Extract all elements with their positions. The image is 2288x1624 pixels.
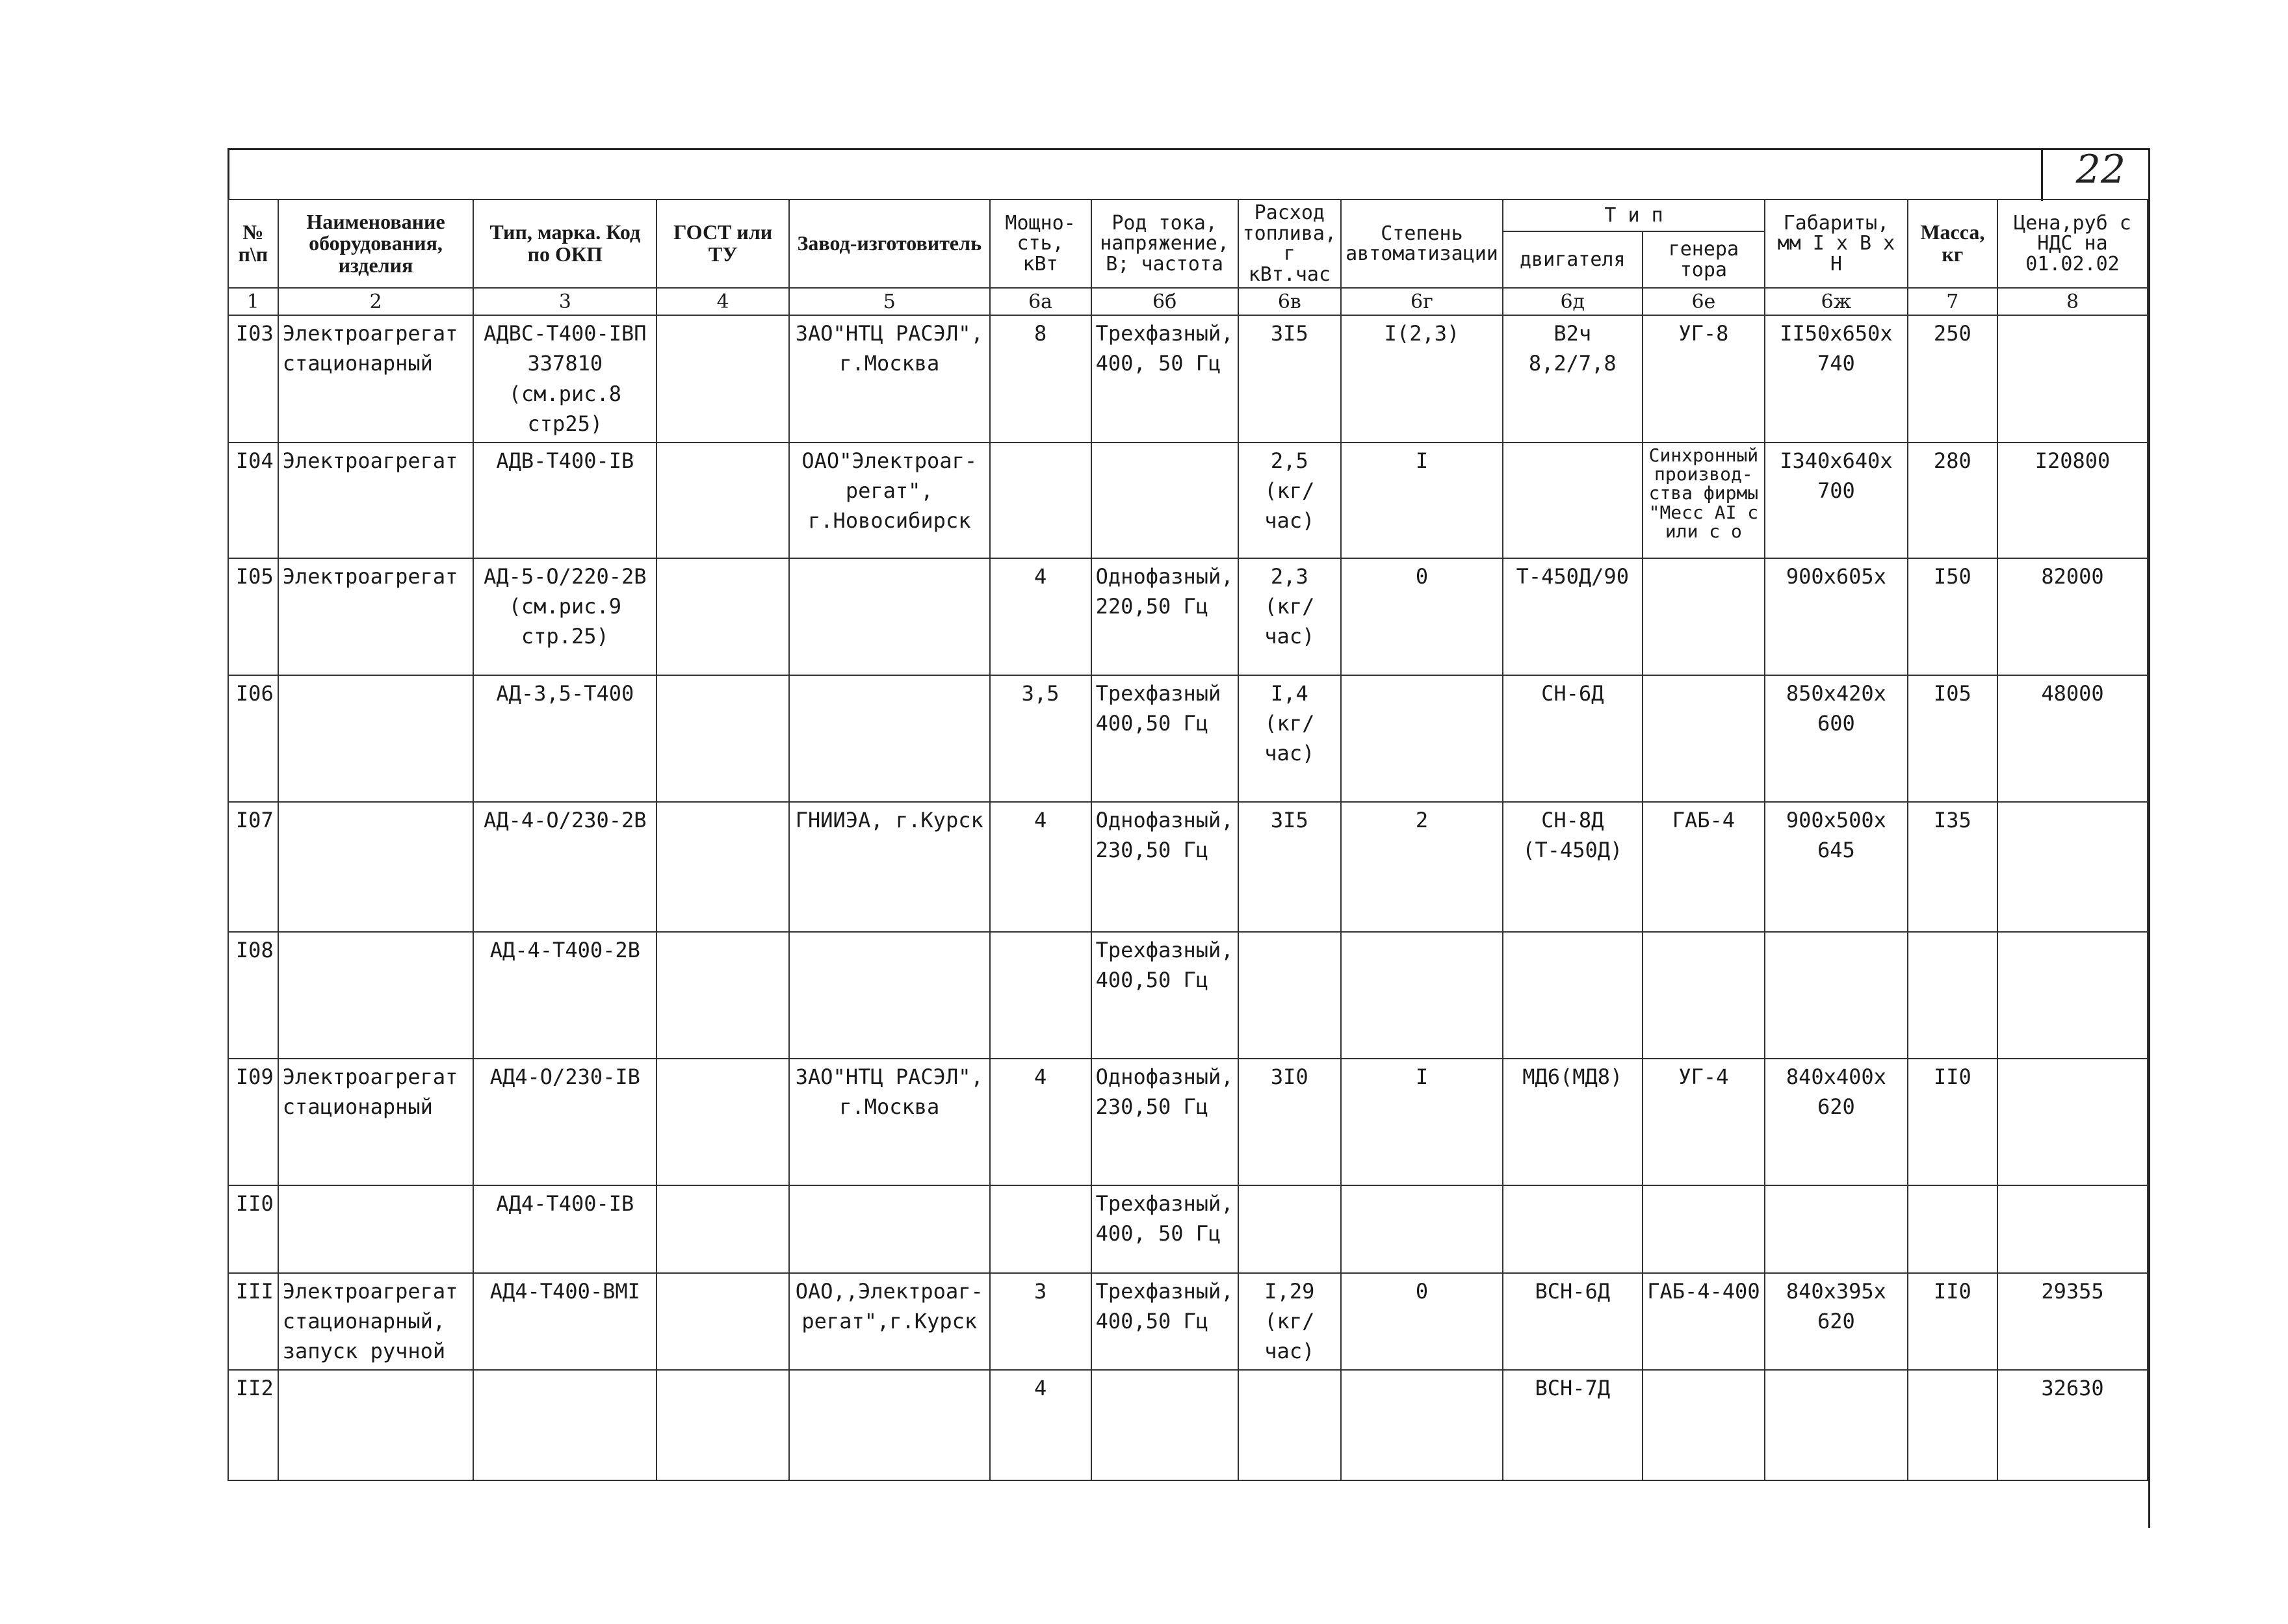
table-row <box>228 558 2148 675</box>
fuel-consumption: 3I5 <box>1238 802 1342 932</box>
header-type-group: Т и п <box>1503 200 1765 231</box>
dimensions: 900x605x <box>1765 558 1908 675</box>
power-kw <box>990 932 1091 1059</box>
manufacturer: ОАО,,Электроаг-регат",г.Курск <box>789 1273 990 1370</box>
power-kw: 8 <box>990 315 1091 443</box>
mass-kg: II0 <box>1908 1059 1997 1185</box>
fuel-consumption: I,4 (кг/час) <box>1238 675 1342 802</box>
manufacturer: ЗАО"НТЦ РАСЭЛ", г.Москва <box>789 315 990 443</box>
automation-level <box>1341 1185 1503 1273</box>
row-number: III <box>228 1273 278 1370</box>
automation-level <box>1341 1370 1503 1480</box>
type-mark: АД4-Т400-ВМI <box>473 1273 656 1370</box>
current-voltage: Трехфазный, 400,50 Гц <box>1091 932 1238 1059</box>
engine-type: Т-450Д/90 <box>1503 558 1643 675</box>
row-number: I07 <box>228 802 278 932</box>
equipment-name: Электроагрегат <box>278 558 474 675</box>
price-rub <box>1997 802 2148 932</box>
type-mark <box>473 1370 656 1480</box>
fuel-consumption <box>1238 1185 1342 1273</box>
table-row <box>228 1370 2148 1480</box>
column-number: 4 <box>656 288 789 315</box>
price-rub <box>1997 1185 2148 1273</box>
header-generator: генера тора <box>1643 231 1765 288</box>
engine-type: ВСН-6Д <box>1503 1273 1643 1370</box>
row-number: II0 <box>228 1185 278 1273</box>
column-number: 6г <box>1341 288 1503 315</box>
generator-type <box>1643 675 1765 802</box>
current-voltage: Трехфазный, 400,50 Гц <box>1091 1273 1238 1370</box>
type-mark: АД-4-Т400-2В <box>473 932 656 1059</box>
mass-kg <box>1908 1370 1997 1480</box>
current-voltage: Трехфазный, 400, 50 Гц <box>1091 315 1238 443</box>
gost-cell <box>656 443 789 558</box>
document-sheet <box>228 148 2150 1528</box>
header-mass: Масса, кг <box>1908 200 1997 288</box>
engine-type <box>1503 932 1643 1059</box>
equipment-name <box>278 932 474 1059</box>
engine-type: СН-8Д (Т-450Д) <box>1503 802 1643 932</box>
power-kw: 4 <box>990 558 1091 675</box>
current-voltage: Однофазный, 230,50 Гц <box>1091 802 1238 932</box>
power-kw <box>990 1185 1091 1273</box>
header-power: Мощно-сть, кВт <box>990 200 1091 288</box>
page-number-box <box>2041 150 2043 201</box>
dimensions: 840x400x 620 <box>1765 1059 1908 1185</box>
automation-level: 0 <box>1341 1273 1503 1370</box>
dimensions <box>1765 932 1908 1059</box>
price-rub: 32630 <box>1997 1370 2148 1480</box>
current-voltage: Трехфазный 400,50 Гц <box>1091 675 1238 802</box>
price-rub <box>1997 932 2148 1059</box>
generator-type <box>1643 1370 1765 1480</box>
engine-type: СН-6Д <box>1503 675 1643 802</box>
gost-cell <box>656 315 789 443</box>
gost-cell <box>656 1059 789 1185</box>
column-number: 6д <box>1503 288 1643 315</box>
manufacturer: ЗАО"НТЦ РАСЭЛ", г.Москва <box>789 1059 990 1185</box>
type-mark: АД4-О/230-IВ <box>473 1059 656 1185</box>
table-row <box>228 932 2148 1059</box>
column-number: 3 <box>473 288 656 315</box>
header-num: № п\п <box>228 200 278 288</box>
equipment-name <box>278 1370 474 1480</box>
mass-kg: 280 <box>1908 443 1997 558</box>
current-voltage: Однофазный, 230,50 Гц <box>1091 1059 1238 1185</box>
header-dimensions: Габариты, мм I x B x H <box>1765 200 1908 288</box>
type-mark: АДВ-Т400-IВ <box>473 443 656 558</box>
mass-kg <box>1908 932 1997 1059</box>
generator-type: Синхронный производ-ства фирмы "Месс AI с или с о <box>1643 443 1765 558</box>
generator-type <box>1643 558 1765 675</box>
fuel-consumption: 2,5 (кг/час) <box>1238 443 1342 558</box>
row-number: I06 <box>228 675 278 802</box>
automation-level <box>1341 675 1503 802</box>
table-row <box>228 675 2148 802</box>
automation-level: 2 <box>1341 802 1503 932</box>
equipment-name: Электроагрегат стационарный <box>278 315 474 443</box>
equipment-name: Электроагрегат стационарный, запуск ручной <box>278 1273 474 1370</box>
current-voltage <box>1091 443 1238 558</box>
equipment-name: Электроагрегат <box>278 443 474 558</box>
power-kw: 3 <box>990 1273 1091 1370</box>
row-number: I05 <box>228 558 278 675</box>
header-type: Тип, марка. Код по ОКП <box>473 200 656 288</box>
row-number: I04 <box>228 443 278 558</box>
dimensions: 850x420x 600 <box>1765 675 1908 802</box>
header-name: Наименование оборудования, изделия <box>278 200 474 288</box>
power-kw: 4 <box>990 802 1091 932</box>
engine-type <box>1503 1185 1643 1273</box>
price-rub: 48000 <box>1997 675 2148 802</box>
manufacturer <box>789 558 990 675</box>
manufacturer <box>789 675 990 802</box>
column-number: 6ж <box>1765 288 1908 315</box>
power-kw: 4 <box>990 1059 1091 1185</box>
table-row <box>228 443 2148 558</box>
power-kw <box>990 443 1091 558</box>
dimensions: II50x650x 740 <box>1765 315 1908 443</box>
mass-kg: II0 <box>1908 1273 1997 1370</box>
mass-kg <box>1908 1185 1997 1273</box>
type-mark: АД-4-О/230-2В <box>473 802 656 932</box>
equipment-name <box>278 675 474 802</box>
dimensions <box>1765 1185 1908 1273</box>
fuel-consumption <box>1238 1370 1342 1480</box>
column-number: 6е <box>1643 288 1765 315</box>
fuel-consumption: 3I0 <box>1238 1059 1342 1185</box>
header-engine: двигателя <box>1503 231 1643 288</box>
automation-level <box>1341 932 1503 1059</box>
equipment-name <box>278 1185 474 1273</box>
current-voltage <box>1091 1370 1238 1480</box>
dimensions <box>1765 1370 1908 1480</box>
mass-kg: I50 <box>1908 558 1997 675</box>
fuel-consumption: 3I5 <box>1238 315 1342 443</box>
price-rub: 82000 <box>1997 558 2148 675</box>
type-mark: АД-5-О/220-2В (см.рис.9 стр.25) <box>473 558 656 675</box>
header-maker: Завод-изготовитель <box>789 200 990 288</box>
engine-type: В2ч 8,2/7,8 <box>1503 315 1643 443</box>
column-number: 6б <box>1091 288 1238 315</box>
gost-cell <box>656 802 789 932</box>
equipment-name: Электроагрегат стационарный <box>278 1059 474 1185</box>
automation-level: I(2,3) <box>1341 315 1503 443</box>
automation-level: I <box>1341 1059 1503 1185</box>
generator-type: УГ-8 <box>1643 315 1765 443</box>
manufacturer <box>789 1185 990 1273</box>
fuel-consumption <box>1238 932 1342 1059</box>
gost-cell <box>656 558 789 675</box>
manufacturer <box>789 1370 990 1480</box>
column-number: 5 <box>789 288 990 315</box>
manufacturer: ГНИИЭА, г.Курск <box>789 802 990 932</box>
dimensions: I340x640x 700 <box>1765 443 1908 558</box>
gost-cell <box>656 675 789 802</box>
price-rub: 29355 <box>1997 1273 2148 1370</box>
table-row <box>228 315 2148 443</box>
generator-type <box>1643 932 1765 1059</box>
column-number: 8 <box>1997 288 2148 315</box>
price-rub: I20800 <box>1997 443 2148 558</box>
frame-line <box>228 150 229 199</box>
mass-kg: I35 <box>1908 802 1997 932</box>
type-mark: АД-3,5-Т400 <box>473 675 656 802</box>
type-mark: АД4-Т400-IВ <box>473 1185 656 1273</box>
manufacturer <box>789 932 990 1059</box>
generator-type <box>1643 1185 1765 1273</box>
fuel-consumption: I,29 (кг/час) <box>1238 1273 1342 1370</box>
current-voltage: Однофазный, 220,50 Гц <box>1091 558 1238 675</box>
column-number: 6а <box>990 288 1091 315</box>
page-number: 22 <box>2075 147 2126 192</box>
mass-kg: 250 <box>1908 315 1997 443</box>
header-automation: Степень автоматизации <box>1341 200 1503 288</box>
price-rub <box>1997 315 2148 443</box>
row-number: I09 <box>228 1059 278 1185</box>
automation-level: 0 <box>1341 558 1503 675</box>
type-mark: АДВС-Т400-IВП 337810 (см.рис.8 стр25) <box>473 315 656 443</box>
equipment-name <box>278 802 474 932</box>
power-kw: 3,5 <box>990 675 1091 802</box>
column-number: 7 <box>1908 288 1997 315</box>
header-current: Род тока, напряжение, В; частота <box>1091 200 1238 288</box>
table-row <box>228 1059 2148 1185</box>
table-body <box>228 315 2148 1480</box>
dimensions: 900x500x 645 <box>1765 802 1908 932</box>
table-row <box>228 1185 2148 1273</box>
engine-type <box>1503 443 1643 558</box>
row-number: II2 <box>228 1370 278 1480</box>
column-number: 2 <box>278 288 474 315</box>
automation-level: I <box>1341 443 1503 558</box>
dimensions: 840x395x 620 <box>1765 1273 1908 1370</box>
row-number: I03 <box>228 315 278 443</box>
table-row <box>228 802 2148 932</box>
manufacturer: ОАО"Электроаг-регат", г.Новосибирск <box>789 443 990 558</box>
column-number: 1 <box>228 288 278 315</box>
engine-type: ВСН-7Д <box>1503 1370 1643 1480</box>
row-number: I08 <box>228 932 278 1059</box>
gost-cell <box>656 932 789 1059</box>
header-price: Цена,руб с НДС на 01.02.02 <box>1997 200 2148 288</box>
engine-type: МД6(МД8) <box>1503 1059 1643 1185</box>
generator-type: ГАБ-4 <box>1643 802 1765 932</box>
gost-cell <box>656 1370 789 1480</box>
generator-type: УГ-4 <box>1643 1059 1765 1185</box>
equipment-table <box>228 199 2148 1481</box>
header-fuel: Расход топлива, г кВт.час <box>1238 200 1342 288</box>
gost-cell <box>656 1185 789 1273</box>
table-row <box>228 1273 2148 1370</box>
fuel-consumption: 2,3 (кг/час) <box>1238 558 1342 675</box>
power-kw: 4 <box>990 1370 1091 1480</box>
header-gost: ГОСТ или ТУ <box>656 200 789 288</box>
mass-kg: I05 <box>1908 675 1997 802</box>
generator-type: ГАБ-4-400 <box>1643 1273 1765 1370</box>
column-number: 6в <box>1238 288 1342 315</box>
price-rub <box>1997 1059 2148 1185</box>
gost-cell <box>656 1273 789 1370</box>
current-voltage: Трехфазный, 400, 50 Гц <box>1091 1185 1238 1273</box>
